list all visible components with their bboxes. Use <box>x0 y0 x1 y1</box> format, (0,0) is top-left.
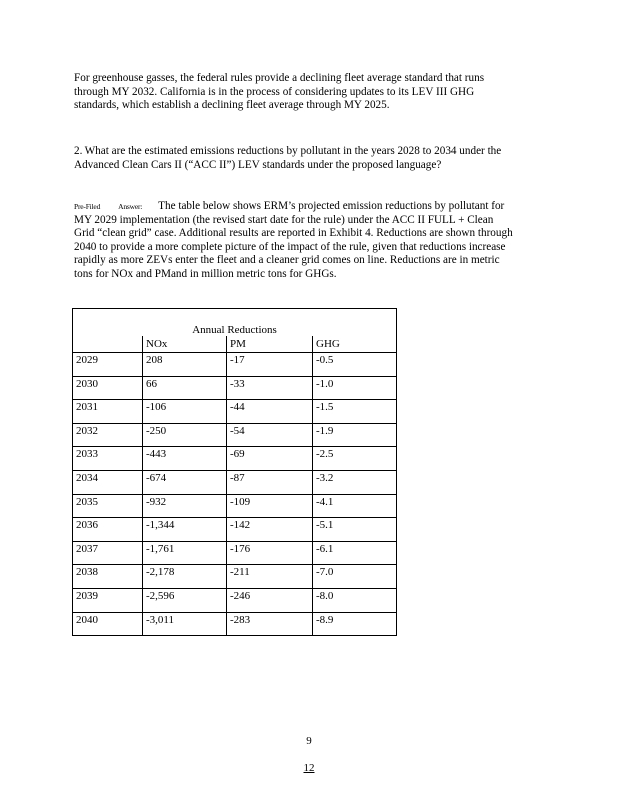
ghg-cell-text: -1.0 <box>316 377 334 390</box>
pm-cell-text: -142 <box>230 519 251 532</box>
nox-cell-text: -2,596 <box>146 589 175 602</box>
year-cell <box>73 353 143 377</box>
table-row <box>73 588 397 612</box>
nox-cell-text: -3,011 <box>146 613 175 626</box>
nox-cell <box>143 423 227 447</box>
pm-cell <box>227 470 313 494</box>
year-cell <box>73 447 143 471</box>
year-cell <box>73 518 143 542</box>
question-paragraph <box>74 145 514 172</box>
ghg-cell <box>313 423 397 447</box>
pm-cell-text: -54 <box>230 424 245 437</box>
page-number: 9 <box>306 735 312 747</box>
pm-cell-text: -17 <box>230 354 245 366</box>
ghg-cell <box>313 541 397 565</box>
table-row <box>73 518 397 542</box>
nox-cell-text: -1,761 <box>146 542 175 555</box>
table-row <box>73 470 397 494</box>
year-cell <box>73 565 143 589</box>
year-cell-text: 2032 <box>76 424 98 437</box>
table-row <box>73 376 397 400</box>
nox-cell-text: -674 <box>146 471 167 484</box>
table-row <box>73 400 397 424</box>
ghg-cell-text: -8.0 <box>316 589 334 602</box>
ghg-cell <box>313 376 397 400</box>
nox-cell-text: -106 <box>146 401 167 414</box>
table-row <box>73 423 397 447</box>
pm-cell-text: -176 <box>230 542 251 555</box>
year-cell-text: 2038 <box>76 566 98 579</box>
answer-text: The table below shows ERM’s projected emission reductions by pollutant for MY 2029 implementation (the revised start date for the rule) under the ACC II FULL + Clean Grid “clean grid” case. Additional results are reported in Exhibit 4. Reductions are shown through 2040 to provide a more complete picture of the impact of the rule, given that reductions increase rapidly as more ZEVs enter the fleet and a cleaner grid comes on line. Reductions are in metric tons for NOx and PMand in million metric tons for GHGs. <box>74 200 513 280</box>
pm-cell <box>227 376 313 400</box>
table-row <box>73 612 397 636</box>
table-row <box>73 447 397 471</box>
year-cell <box>73 541 143 565</box>
pm-cell <box>227 565 313 589</box>
ghg-cell-text: -8.9 <box>316 613 334 626</box>
pm-cell-text: -44 <box>230 401 245 414</box>
ghg-cell-text: -1.5 <box>316 401 334 414</box>
pm-cell <box>227 494 313 518</box>
prefiled-label: Pre-Filed <box>74 202 101 211</box>
pm-cell <box>227 588 313 612</box>
column-header-ghg: GHG <box>313 336 397 353</box>
year-cell-text: 2039 <box>76 589 98 602</box>
nox-cell-text: -932 <box>146 495 167 508</box>
year-cell-text: 2034 <box>76 471 98 484</box>
sequence-number: 12 <box>303 762 315 774</box>
year-cell-text: 2035 <box>76 495 98 508</box>
nox-cell-text: -250 <box>146 424 167 437</box>
pm-cell <box>227 353 313 377</box>
year-cell <box>73 612 143 636</box>
table-row <box>73 494 397 518</box>
table-corner-cell <box>73 336 143 353</box>
ghg-cell <box>313 588 397 612</box>
nox-cell-text: -2,178 <box>146 566 175 579</box>
year-cell <box>73 376 143 400</box>
pm-cell-text: -283 <box>230 613 251 626</box>
nox-cell <box>143 565 227 589</box>
year-cell-text: 2037 <box>76 542 98 555</box>
pm-cell-text: -109 <box>230 495 251 508</box>
ghg-cell <box>313 494 397 518</box>
nox-cell <box>143 353 227 377</box>
nox-cell <box>143 494 227 518</box>
pm-cell <box>227 612 313 636</box>
pm-cell <box>227 400 313 424</box>
ghg-cell-text: -4.1 <box>316 495 334 508</box>
year-cell <box>73 423 143 447</box>
year-cell <box>73 588 143 612</box>
nox-cell-text: 66 <box>146 377 157 390</box>
question-text: What are the estimated emissions reductions by pollutant in the years 2028 to 2034 under the Advanced Clean Cars II (“ACC II”) LEV standards under the proposed language? <box>74 145 502 171</box>
ghg-cell <box>313 353 397 377</box>
ghg-cell <box>313 470 397 494</box>
nox-cell-text: 208 <box>146 354 163 366</box>
ghg-cell <box>313 565 397 589</box>
column-header-nox: NOx <box>143 336 227 353</box>
pm-cell <box>227 447 313 471</box>
nox-cell <box>143 588 227 612</box>
ghg-cell-text: -3.2 <box>316 471 334 484</box>
ghg-cell-text: -2.5 <box>316 448 334 461</box>
nox-cell <box>143 612 227 636</box>
table-row <box>73 565 397 589</box>
intro-paragraph: For greenhouse gasses, the federal rules provide a declining fleet average standard that runs through MY 2032. California is in the process of considering updates to its LEV III GHG standards, which establish a declining fleet average through MY 2025. <box>74 72 485 112</box>
year-cell <box>73 494 143 518</box>
pm-cell <box>227 423 313 447</box>
pm-cell-text: -87 <box>230 471 245 484</box>
year-cell-text: 2033 <box>76 448 98 461</box>
year-cell-text: 2040 <box>76 613 98 626</box>
question-number: 2. <box>74 145 83 157</box>
table-row <box>73 541 397 565</box>
ghg-cell-text: -1.9 <box>316 424 334 437</box>
answer-paragraph <box>74 200 514 282</box>
year-cell-text: 2036 <box>76 519 98 532</box>
ghg-cell-text: -7.0 <box>316 566 334 579</box>
nox-cell-text: -443 <box>146 448 167 461</box>
nox-cell <box>143 376 227 400</box>
year-cell-text: 2031 <box>76 401 98 414</box>
nox-cell <box>143 518 227 542</box>
emission-reductions-table <box>72 308 397 636</box>
nox-cell-text: -1,344 <box>146 519 175 532</box>
ghg-cell-text: -6.1 <box>316 542 334 555</box>
table-row <box>73 353 397 377</box>
pm-cell-text: -211 <box>230 566 250 579</box>
nox-cell <box>143 400 227 424</box>
column-header-pm: PM <box>227 336 313 353</box>
pm-cell-text: -246 <box>230 589 251 602</box>
ghg-cell-text: -0.5 <box>316 354 334 366</box>
ghg-cell <box>313 518 397 542</box>
nox-cell <box>143 541 227 565</box>
ghg-cell <box>313 447 397 471</box>
nox-cell <box>143 447 227 471</box>
pm-cell-text: -69 <box>230 448 245 461</box>
ghg-cell <box>313 612 397 636</box>
year-cell-text: 2029 <box>76 354 98 366</box>
year-cell-text: 2030 <box>76 377 98 390</box>
pm-cell <box>227 518 313 542</box>
nox-cell <box>143 470 227 494</box>
ghg-cell <box>313 400 397 424</box>
year-cell <box>73 400 143 424</box>
ghg-cell-text: -5.1 <box>316 519 334 532</box>
year-cell <box>73 470 143 494</box>
answer-label: Answer: <box>118 202 143 211</box>
table-caption: Annual Reductions <box>73 309 397 337</box>
pm-cell <box>227 541 313 565</box>
pm-cell-text: -33 <box>230 377 245 390</box>
